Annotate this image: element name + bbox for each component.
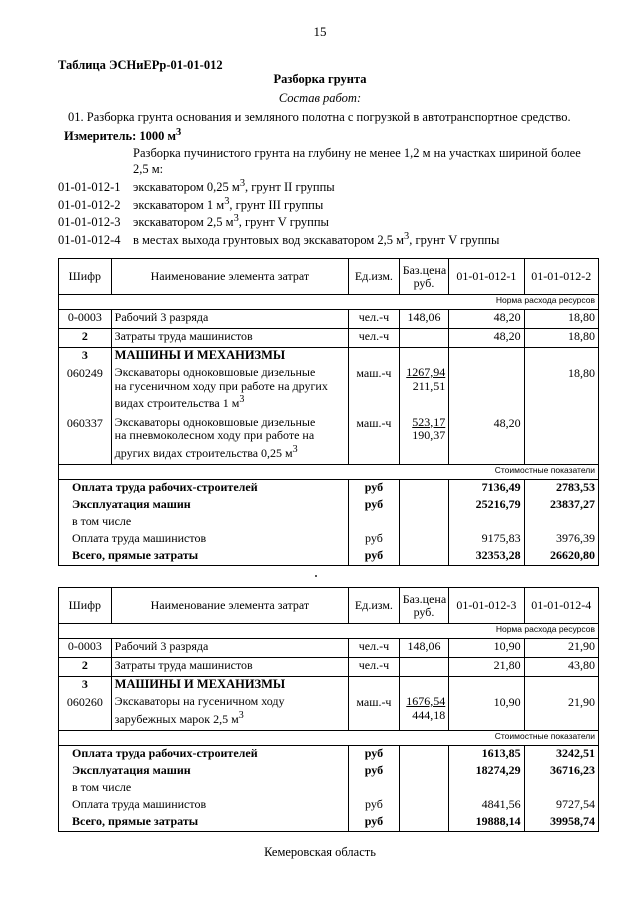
row-value-2: 21,90 xyxy=(524,695,598,731)
row-code: 3 xyxy=(59,348,112,367)
cost-name: Оплата труда рабочих-строителей xyxy=(59,480,349,498)
row-value-2: 43,80 xyxy=(524,658,598,677)
code: 01-01-012-3 xyxy=(58,215,121,230)
cost-unit: руб xyxy=(349,497,400,514)
cost-row xyxy=(59,514,599,531)
row-name-line: Экскаваторы одноковшовые дизельные xyxy=(114,365,316,379)
row-name: Рабочий 3 разряда xyxy=(111,639,348,658)
band-cost xyxy=(59,465,599,480)
cost-value-2: 39958,74 xyxy=(524,814,598,832)
cost-price xyxy=(399,514,449,531)
cost-unit: руб xyxy=(349,746,400,764)
header-price-line-2: руб. xyxy=(413,275,435,290)
header-col1: 01-01-012-3 xyxy=(449,588,524,624)
table-row xyxy=(59,310,599,329)
cost-name: Оплата труда машинистов xyxy=(59,797,349,814)
row-code: 0-0003 xyxy=(59,639,112,658)
cost-value-1: 32353,28 xyxy=(449,548,524,566)
table-row xyxy=(59,348,599,367)
meter-text: Измеритель: 1000 м xyxy=(64,129,177,144)
cost-row xyxy=(59,797,599,814)
cost-row xyxy=(59,746,599,764)
row-price xyxy=(399,658,449,677)
code: 01-01-012-2 xyxy=(58,197,121,212)
cost-unit: руб xyxy=(349,531,400,548)
header-code: Шифр xyxy=(59,259,112,295)
row-value-1: 21,80 xyxy=(449,658,524,677)
row-name-text: других видах строительства 0,25 м xyxy=(114,445,293,460)
cost-value-1: 9175,83 xyxy=(449,531,524,548)
header-col2: 01-01-012-4 xyxy=(524,588,598,624)
row-value-1: 10,90 xyxy=(449,639,524,658)
section-title: Разборка грунта xyxy=(273,72,367,86)
code-sup: 3 xyxy=(404,230,410,242)
band-cost-label: Стоимостные показатели xyxy=(59,465,599,480)
row-price-wage: 211,51 xyxy=(412,378,446,393)
row-unit: маш.-ч xyxy=(349,695,400,731)
row-value-1 xyxy=(449,366,524,416)
band-cost xyxy=(59,731,599,746)
row-price xyxy=(399,677,449,696)
row-value-1: 48,20 xyxy=(449,416,524,465)
cost-name: в том числе xyxy=(59,514,349,531)
row-name: МАШИНЫ И МЕХАНИЗМЫ xyxy=(111,348,348,367)
cost-value-1 xyxy=(449,780,524,797)
row-value-1: 48,20 xyxy=(449,310,524,329)
work-item: 01. Разборка грунта основания и земляного полотна с погрузкой в автотранспортное средство. xyxy=(68,110,571,124)
cost-name: Оплата труда машинистов xyxy=(59,531,349,548)
row-value-1 xyxy=(449,677,524,696)
cost-price xyxy=(399,797,449,814)
row-code: 060249 xyxy=(59,366,112,416)
cost-price xyxy=(399,780,449,797)
code-desc-tail: , грунт V группы xyxy=(238,215,329,230)
code-row xyxy=(58,196,499,214)
header-unit: Ед.изм. xyxy=(349,259,400,295)
row-value-2 xyxy=(524,348,598,367)
band-norm-label: Норма расхода ресурсов xyxy=(59,295,599,310)
row-unit xyxy=(349,348,400,367)
code-desc: в местах выхода грунтовых вод экскаватором 2,5 м xyxy=(133,232,405,247)
cost-value-1: 18274,29 xyxy=(449,763,524,780)
cost-price xyxy=(399,763,449,780)
cost-value-1 xyxy=(449,514,524,531)
cost-value-2: 3242,51 xyxy=(524,746,598,764)
row-unit: чел.-ч xyxy=(349,329,400,348)
code-desc-tail: , грунт V группы xyxy=(409,232,500,247)
row-unit: маш.-ч xyxy=(349,416,400,465)
row-name-sup: 3 xyxy=(292,443,298,455)
code-sup: 3 xyxy=(239,178,246,189)
page-dot xyxy=(315,575,317,577)
cost-value-1: 1613,85 xyxy=(449,746,524,764)
band-norm xyxy=(59,295,599,310)
table-header xyxy=(59,259,599,295)
row-name-line: на пневмоколесном ходу при работе на xyxy=(114,428,315,442)
row-price-total: 1267,94 xyxy=(406,365,446,379)
cost-name: Всего, прямые затраты xyxy=(59,548,349,566)
code: 01-01-012-4 xyxy=(58,232,121,247)
code-row xyxy=(58,213,499,231)
cost-value-2: 9727,54 xyxy=(524,797,598,814)
row-unit: чел.-ч xyxy=(349,658,400,677)
header-price-line-1: Баз.цена xyxy=(402,262,447,277)
cost-price xyxy=(399,480,449,498)
table-row xyxy=(59,677,599,696)
row-value-2: 21,90 xyxy=(524,639,598,658)
header-col2: 01-01-012-2 xyxy=(524,259,598,295)
row-price xyxy=(399,416,449,465)
norms-table-1 xyxy=(58,258,599,566)
row-name-text: видах строительства 1 м xyxy=(114,396,240,410)
code-desc: экскаватором 2,5 м xyxy=(133,215,234,230)
cost-row xyxy=(59,480,599,498)
cost-value-1: 4841,56 xyxy=(449,797,524,814)
code-desc: экскаватором 0,25 м xyxy=(133,180,240,195)
code-desc-tail: , грунт II группы xyxy=(245,180,335,195)
page-number: 15 xyxy=(313,24,327,39)
row-name: Рабочий 3 разряда xyxy=(111,310,348,329)
row-name-line: на гусеничном ходу при работе на других xyxy=(114,378,328,393)
row-unit: чел.-ч xyxy=(349,639,400,658)
table-row xyxy=(59,416,599,465)
header-name: Наименование элемента затрат xyxy=(111,588,348,624)
meter-label xyxy=(64,127,181,144)
row-price-total: 523,17 xyxy=(412,414,446,429)
table-code: Таблица ЭСНиЕРр-01-01-012 xyxy=(58,58,223,72)
cost-price xyxy=(399,746,449,764)
row-code: 2 xyxy=(59,658,112,677)
cost-unit: руб xyxy=(349,814,400,832)
row-value-2 xyxy=(524,416,598,465)
code-sup: 3 xyxy=(233,213,239,224)
cost-price xyxy=(399,531,449,548)
cost-value-2 xyxy=(524,780,598,797)
header-unit: Ед.изм. xyxy=(349,588,400,624)
row-name: МАШИНЫ И МЕХАНИЗМЫ xyxy=(111,677,348,696)
cost-value-2: 2783,53 xyxy=(524,480,598,498)
cost-price xyxy=(399,548,449,566)
row-unit: чел.-ч xyxy=(349,310,400,329)
cost-unit: руб xyxy=(349,480,400,498)
row-value-1: 48,20 xyxy=(449,329,524,348)
code-row xyxy=(58,231,499,249)
cost-unit: руб xyxy=(349,548,400,566)
code-desc-tail: , грунт III группы xyxy=(229,197,324,212)
row-value-2: 18,80 xyxy=(524,310,598,329)
row-price-wage: 444,18 xyxy=(412,707,446,722)
row-value-2 xyxy=(524,677,598,696)
row-name-text: зарубежных марок 2,5 м xyxy=(114,711,239,726)
header-price-line-1: Баз.цена xyxy=(402,591,447,606)
header-price xyxy=(399,259,449,295)
row-code: 2 xyxy=(59,329,112,348)
row-name-sup: 3 xyxy=(239,394,245,405)
cost-value-2 xyxy=(524,514,598,531)
norms-table-2 xyxy=(58,587,599,832)
cost-name: Всего, прямые затраты xyxy=(59,814,349,832)
band-norm xyxy=(59,624,599,639)
row-name: Затраты труда машинистов xyxy=(111,329,348,348)
cost-name: в том числе xyxy=(59,780,349,797)
cost-value-2: 3976,39 xyxy=(524,531,598,548)
cost-name: Оплата труда рабочих-строителей xyxy=(59,746,349,764)
cost-unit: руб xyxy=(349,797,400,814)
row-name xyxy=(111,416,348,465)
cost-name: Эксплуатация машин xyxy=(59,763,349,780)
cost-value-1: 19888,14 xyxy=(449,814,524,832)
cost-name: Эксплуатация машин xyxy=(59,497,349,514)
row-value-2: 18,80 xyxy=(524,366,598,416)
row-code: 0-0003 xyxy=(59,310,112,329)
row-code: 060260 xyxy=(59,695,112,731)
table-row xyxy=(59,658,599,677)
row-name xyxy=(111,366,348,416)
row-price-wage: 190,37 xyxy=(412,428,446,442)
header-name: Наименование элемента затрат xyxy=(111,259,348,295)
cost-price xyxy=(399,497,449,514)
row-price xyxy=(399,329,449,348)
code-sup: 3 xyxy=(224,195,230,207)
row-price: 148,06 xyxy=(399,639,449,658)
row-value-2: 18,80 xyxy=(524,329,598,348)
band-norm-label: Норма расхода ресурсов xyxy=(59,624,599,639)
row-name-line xyxy=(115,393,345,411)
cost-unit xyxy=(349,514,400,531)
code-row xyxy=(58,178,499,196)
work-composition-title: Состав работ: xyxy=(278,91,362,105)
cost-row xyxy=(59,780,599,797)
table-header xyxy=(59,588,599,624)
row-unit: маш.-ч xyxy=(349,366,400,416)
header-code: Шифр xyxy=(59,588,112,624)
cost-unit xyxy=(349,780,400,797)
row-name xyxy=(111,695,348,731)
row-name-line: Экскаваторы одноковшовые дизельные xyxy=(114,414,316,429)
row-name-line xyxy=(115,709,345,727)
row-price xyxy=(399,348,449,367)
footer-region: Кемеровская область xyxy=(264,845,376,859)
cost-row xyxy=(59,531,599,548)
cost-row xyxy=(59,763,599,780)
header-col1: 01-01-012-1 xyxy=(449,259,524,295)
cost-row xyxy=(59,497,599,514)
meter-sup: 3 xyxy=(176,127,182,138)
table-row xyxy=(59,639,599,658)
row-price-total: 1676,54 xyxy=(406,694,446,708)
row-price: 148,06 xyxy=(399,310,449,329)
row-price xyxy=(399,366,449,416)
row-name-line xyxy=(115,443,345,461)
row-unit xyxy=(349,677,400,696)
cost-unit: руб xyxy=(349,763,400,780)
row-value-1: 10,90 xyxy=(449,695,524,731)
band-cost-label: Стоимостные показатели xyxy=(59,731,599,746)
row-value-1 xyxy=(449,348,524,367)
cost-row xyxy=(59,548,599,566)
cost-value-2: 36716,23 xyxy=(524,763,598,780)
row-name-sup: 3 xyxy=(238,709,244,721)
row-code: 3 xyxy=(59,677,112,696)
cost-row xyxy=(59,814,599,832)
cost-value-1: 25216,79 xyxy=(449,497,524,514)
description-line-1: Разборка пучинистого грунта на глубину не менее 1,2 м на участках шириной более xyxy=(133,146,581,160)
table-row xyxy=(59,366,599,416)
description xyxy=(133,145,593,177)
row-code: 060337 xyxy=(59,416,112,465)
code-list xyxy=(58,178,499,248)
code: 01-01-012-1 xyxy=(58,180,121,195)
row-price xyxy=(399,695,449,731)
header-price-line-2: руб. xyxy=(413,604,435,619)
row-name-line: Экскаваторы на гусеничном ходу xyxy=(114,694,285,708)
cost-price xyxy=(399,814,449,832)
cost-value-2: 23837,27 xyxy=(524,497,598,514)
cost-value-1: 7136,49 xyxy=(449,480,524,498)
code-desc: экскаватором 1 м xyxy=(133,197,225,212)
table-row xyxy=(59,695,599,731)
table-row xyxy=(59,329,599,348)
description-line-2: 2,5 м: xyxy=(133,162,164,176)
row-name: Затраты труда машинистов xyxy=(111,658,348,677)
cost-value-2: 26620,80 xyxy=(524,548,598,566)
header-price xyxy=(399,588,449,624)
